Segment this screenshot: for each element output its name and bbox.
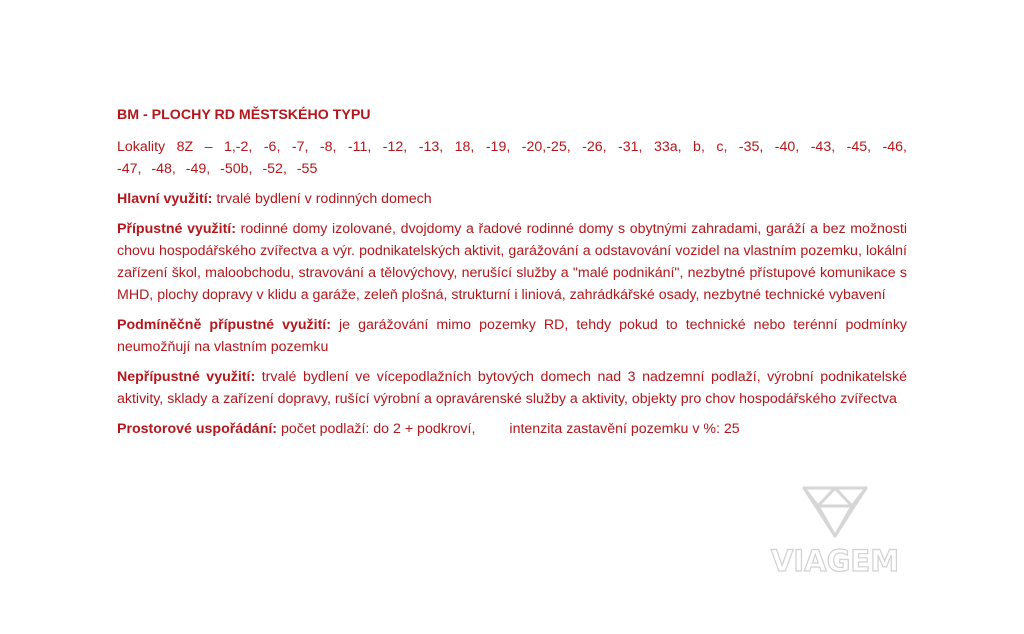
prostorove-usporadani-label: Prostorové uspořádání: <box>117 421 278 437</box>
prostorove-usporadani-paragraph <box>117 418 907 440</box>
prostorove-usporadani-text: počet podlaží: do 2 + podkroví, <box>277 421 476 437</box>
hlavni-vyuziti-paragraph <box>117 188 907 210</box>
watermark-text: VIAGEM <box>770 544 900 578</box>
nepripustne-vyuziti-label: Nepřípustné využití: <box>117 369 256 385</box>
podminecne-vyuziti-text: je garážování mimo pozemky RD, tehdy pokud to technické nebo terénní podmínky neumožňují na vlastním pozemku <box>117 317 908 355</box>
nepripustne-vyuziti-paragraph <box>117 366 907 410</box>
viagem-watermark <box>762 480 908 580</box>
document-title: BM - PLOCHY RD MĚSTSKÉHO TYPU <box>117 107 371 123</box>
pripustne-vyuziti-label: Přípustné využití: <box>117 221 236 237</box>
document-body <box>117 104 907 448</box>
podminecne-vyuziti-paragraph <box>117 314 907 358</box>
diamond-logo-icon <box>798 480 872 545</box>
lokality-paragraph: Lokality 8Z – 1,-2, -6, -7, -8, -11, -12, -13, 18, -19, -20,-25, -26, -31, 33a, b, c, -35, -40, -43, -45, -46, -47, -48, -49, -50b, -52, -55 <box>117 139 907 177</box>
prostorove-intenzita-text: intenzita zastavění pozemku v %: 25 <box>509 421 740 437</box>
nepripustne-vyuziti-text: trvalé bydlení ve vícepodlažních bytových domech nad 3 nadzemní podlaží, výrobní podnikatelské aktivity, sklady a zařízení dopravy, rušící výrobní a opravárenské služby a aktivity, objekty pro chov hospodářského zvířectva <box>117 369 907 407</box>
hlavni-vyuziti-text: trvalé bydlení v rodinných domech <box>212 191 432 207</box>
pripustne-vyuziti-paragraph <box>117 218 907 306</box>
pripustne-vyuziti-text: rodinné domy izolované, dvojdomy a řadové rodinné domy s obytnými zahradami, garáží a bez možnosti chovu hospodářského zvířectva a výr. podnikatelských aktivit, garážování a odstavování vozidel na vlastním pozemku, lokální zařízení škol, maloobchodu, stravování a tělovýchovy, nerušící služby a "malé podnikání", nezbytné přístupové komunikace s MHD, plochy dopravy v klidu a garáže, zeleň plošná, strukturní i liniová, zahrádkářské osady, nezbytné technické vybavení <box>117 221 907 303</box>
podminecne-vyuziti-label: Podmíněčně přípustné využití: <box>117 317 331 333</box>
hlavni-vyuziti-label: Hlavní využití: <box>117 191 213 207</box>
